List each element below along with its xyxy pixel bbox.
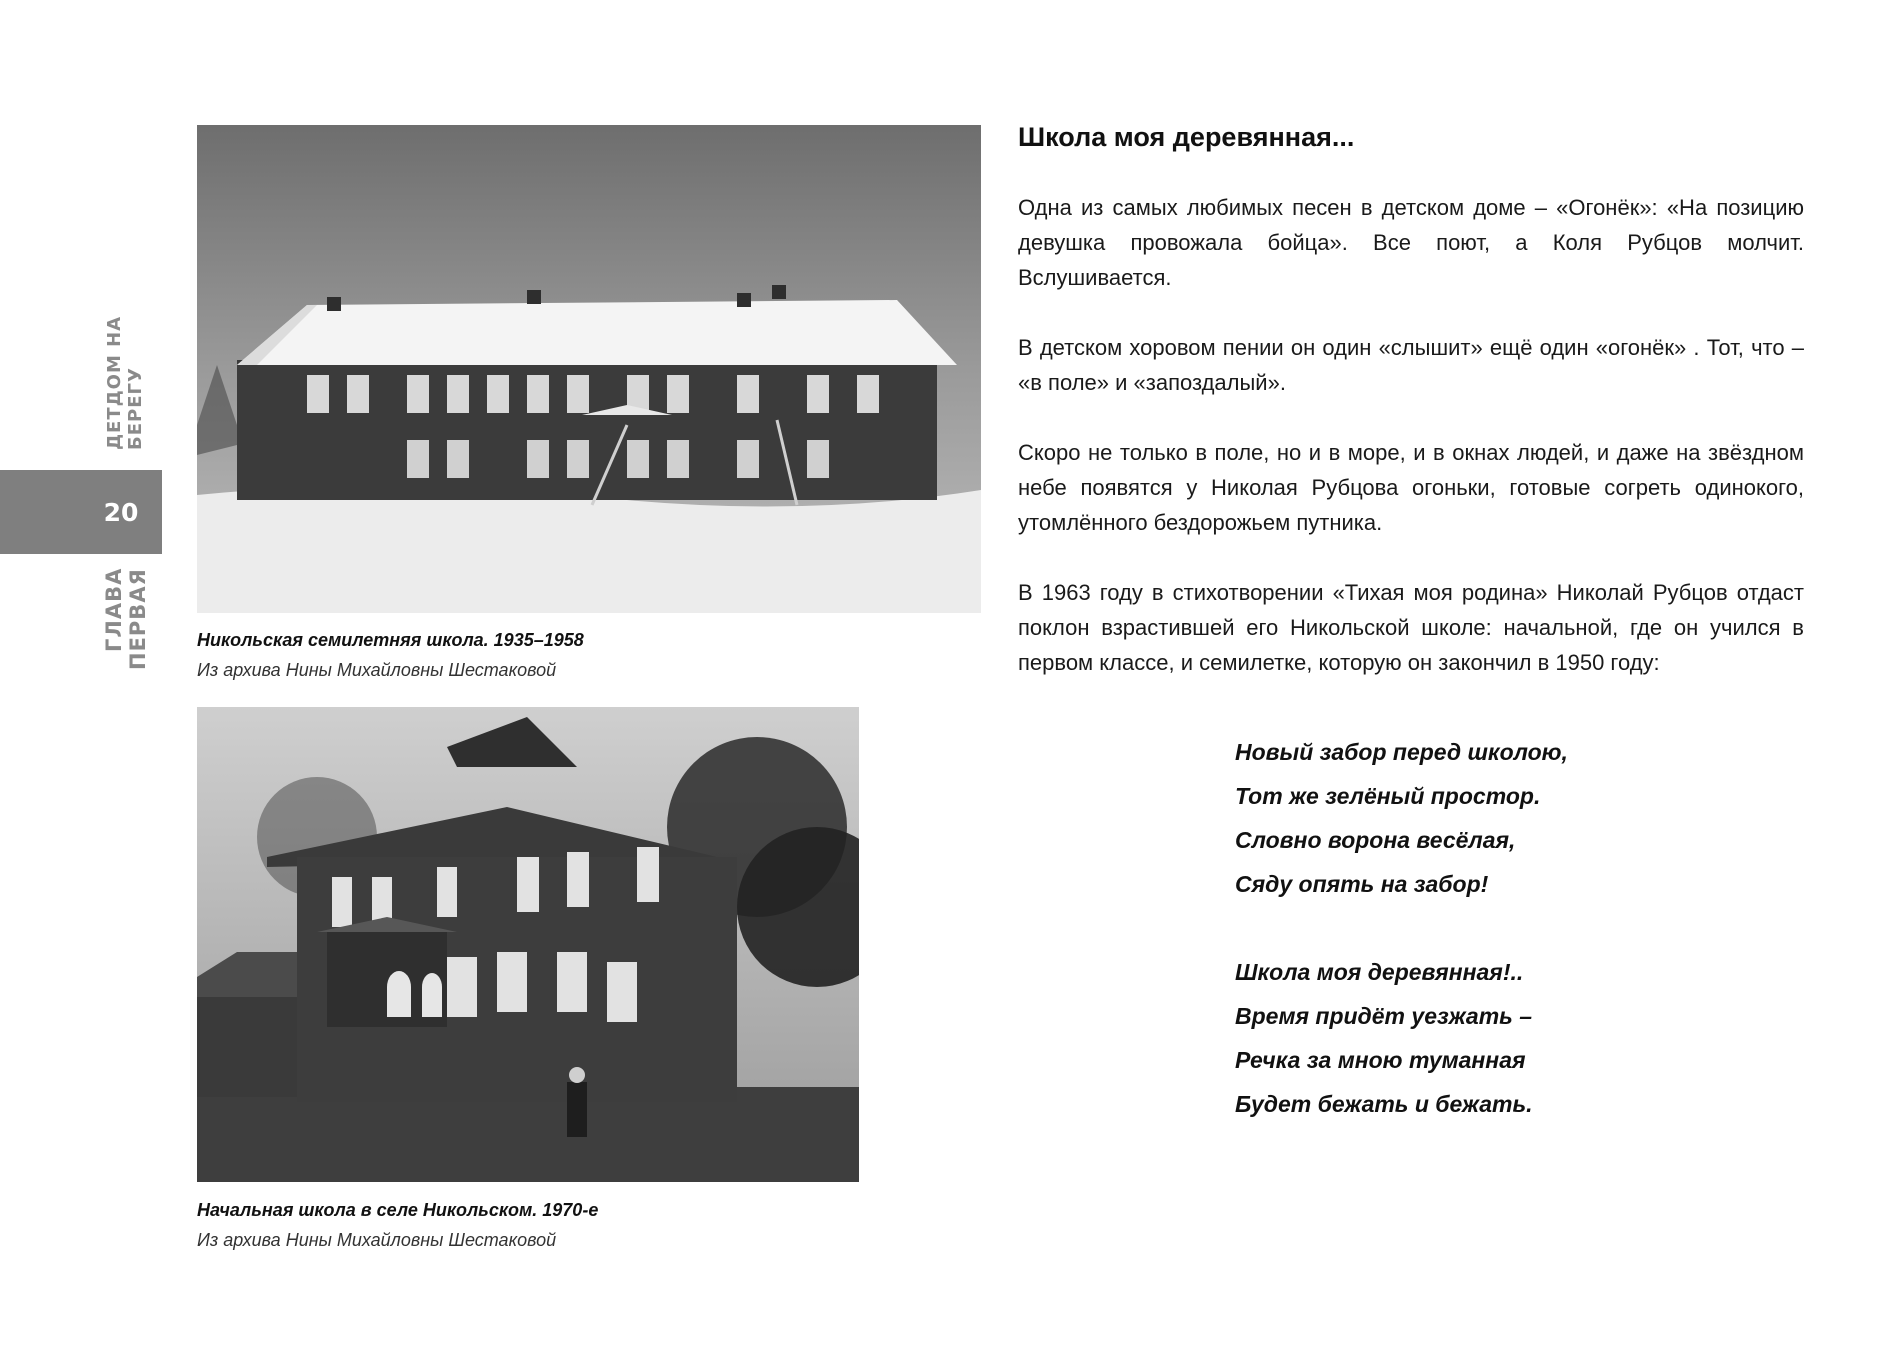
photo-primary-school (197, 707, 859, 1182)
poem-line: Время придёт уезжать – (1235, 1003, 1533, 1029)
poem-stanza (1235, 730, 1568, 906)
article-paragraph: В 1963 году в стихотворении «Тихая моя родина» Николай Рубцов отдаст поклон взрастившей его Никольской школе: начальной, где он учился в первом классе, и семилетке, которую он закончил в 1950 году: (1018, 580, 1804, 675)
poem-line: Будет бежать и бежать. (1235, 1091, 1533, 1117)
poem-line: Сяду опять на забор! (1235, 871, 1489, 897)
article-heading: Школа моя деревянная... (1018, 122, 1355, 152)
photo-caption (197, 1195, 598, 1255)
article-paragraph: В детском хоровом пении он один «слышит» ещё один «огонёк» . Тот, что – «в поле» и «запоздалый». (1018, 335, 1804, 395)
article-paragraph: Скоро не только в поле, но и в море, и в окнах людей, и даже на звёздном небе появятся у Николая Рубцова огоньки, готовые согреть одинокого, утомлённого бездорожьем путника. (1018, 440, 1804, 535)
photo-caption-title: Начальная школа в селе Никольском. 1970-е (197, 1200, 599, 1220)
page-number-label: 20 (103, 497, 139, 527)
running-head-chapter: ГЛАВА ПЕРВАЯ (102, 568, 150, 670)
article-body (1018, 190, 1804, 715)
photo-winter-school (197, 125, 981, 613)
photo-caption-credit: Из архива Нины Михайловны Шестаковой (197, 1230, 557, 1250)
running-head-section: ДЕТДОМ НА БЕРЕГУ (104, 315, 146, 450)
photo-caption-credit: Из архива Нины Михайловны Шестаковой (197, 660, 557, 680)
poem-line: Тот же зелёный простор. (1235, 783, 1541, 809)
article-paragraph: Одна из самых любимых песен в детском доме – «Огонёк»: «На позицию девушка провожала бойца». Все поют, а Коля Рубцов молчит. Вслушивается. (1018, 195, 1804, 290)
page-number (0, 470, 162, 554)
poem (1235, 730, 1568, 1170)
photo-caption-title: Никольская семилетняя школа. 1935–1958 (197, 630, 584, 650)
poem-stanza (1235, 950, 1568, 1126)
poem-line: Школа моя деревянная!.. (1235, 959, 1524, 985)
photo-caption (197, 625, 584, 685)
poem-line: Речка за мною туманная (1235, 1047, 1526, 1073)
poem-line: Словно ворона весёлая, (1235, 827, 1516, 853)
poem-line: Новый забор перед школою, (1235, 739, 1568, 765)
